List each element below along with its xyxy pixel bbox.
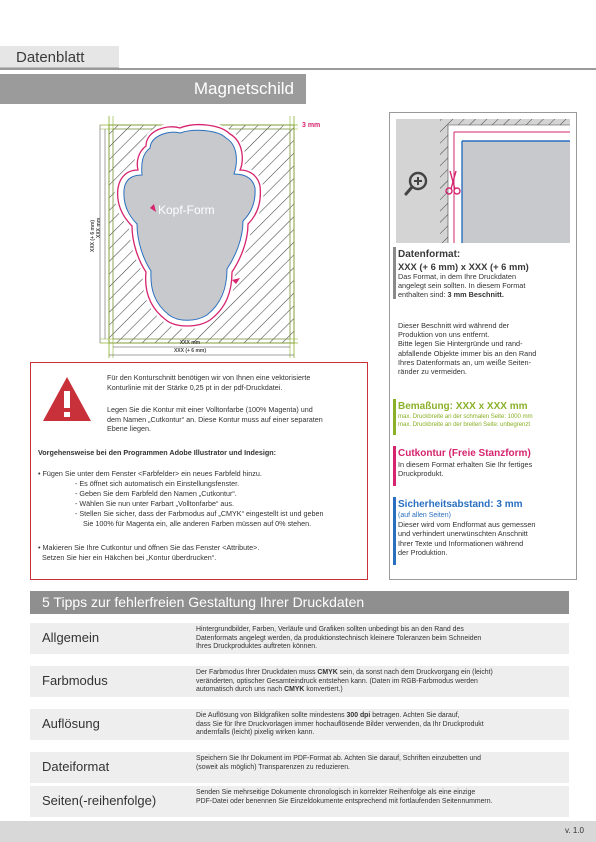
tip-res-line-1c: betragen. Achten Sie darauf, [370, 712, 460, 719]
step-2: - Es öffnet sich automatisch ein Einstellungsfenster. [75, 479, 240, 488]
cut-line-2: Produktion von uns entfernt. [398, 330, 490, 340]
product-diagram [80, 112, 380, 360]
tip-file-line-2: (soweit als möglich) Transparenzen zu reduzieren. [196, 763, 350, 771]
tip-color-line-3c: konvertiert.) [304, 686, 343, 694]
format-info [398, 249, 570, 300]
height-outer-label: XXX (+ 6 mm) [90, 219, 96, 252]
tip-row-general [30, 623, 569, 654]
contour-title: Cutkontur (Freie Stanzform) [398, 448, 531, 459]
tip-color-line-1b: CMYK [317, 669, 338, 676]
contour-line-2: Druckprodukt. [398, 469, 444, 479]
format-desc-bold: 3 mm Beschnitt. [447, 290, 504, 300]
footer-bar [0, 821, 596, 842]
contour-info [398, 448, 570, 478]
dimension-line-1: max. Druckbreite an der schmalen Seite: 1000 mm [398, 413, 533, 420]
procedure-heading: Vorgehensweise bei den Programmen Adobe Illustrator und Indesign: [38, 448, 277, 457]
cut-line-1: Dieser Beschnitt wird während der [398, 321, 510, 330]
tip-color-line-1c: sein, da sonst nach dem Druckvorgang ein (leicht) [337, 669, 493, 676]
tip-res-line-2: dass Sie für Ihre Druckvorlagen immer hochauflösende Bilder verwenden, da Ihr Druckprodukt [196, 720, 484, 728]
tip-res-line-3: andernfalls (leicht) pixelig wirken kann. [196, 729, 315, 737]
tip-label-general: Allgemein [42, 630, 100, 645]
diagram-svg [80, 112, 380, 360]
tip-color-line-1a: Der Farbmodus Ihrer Druckdaten muss [196, 669, 318, 676]
safety-info [398, 499, 570, 557]
step-5: - Stellen Sie sicher, dass der Farbmodus auf „CMYK“ eingestellt ist und geben [75, 509, 324, 518]
tip-row-color-mode [30, 666, 569, 697]
format-desc-3-text: enthalten sind: [398, 290, 448, 300]
p1-line-1: Für den Konturschnitt benötigen wir von Ihnen eine vektorisierte [107, 373, 311, 382]
tip-text-file-format [196, 755, 564, 772]
tip-row-page-order [30, 786, 569, 817]
tip-general-line-2: Datenformats angelegt werden, da produktionstechnisch kleinere Toleranzen beim Schneiden [196, 634, 482, 642]
width-inner-label: XXX mm [179, 340, 201, 346]
page-title: Magnetschild [193, 79, 294, 98]
safety-line-2: und verhindert unerwünschten Anschnitt [398, 529, 528, 539]
step-1: • Fügen Sie unter dem Fenster <Farbfelder> ein neues Farbfeld hinzu. [38, 469, 262, 478]
title-bar [0, 74, 306, 104]
warning-icon [41, 375, 93, 423]
format-desc-1: Das Format, in dem Ihre Druckdaten [398, 272, 517, 281]
tip-color-line-3 [196, 686, 564, 695]
safety-sub: (auf allen Seiten) [398, 512, 451, 519]
p2-line-3: Ebene liegen. [107, 424, 151, 434]
tip-res-line-1b: 300 dpi [346, 712, 371, 719]
step-4: - Wählen Sie nun unter Farbart „Volltonfarbe“ aus. [75, 499, 235, 508]
safety-marker-bar [393, 497, 396, 565]
tips-header [30, 591, 569, 614]
tip-color-line-1 [196, 669, 564, 678]
p2-line-2: dem Namen „Cutkontur“ an. Diese Kontur muss auf einer separaten [107, 414, 323, 424]
magnifier-icon [406, 173, 426, 194]
tip-text-color-mode [196, 669, 564, 695]
tip-general-line-3: Ihres Druckproduktes auftreten können. [196, 643, 318, 651]
zoom-detail [396, 119, 570, 243]
p2-line-1: Legen Sie die Kontur mit einer Volltonfarbe (100% Magenta) und [107, 405, 313, 414]
format-desc-3 [398, 290, 570, 299]
cut-line-5: Ihres Datenformats an, um weiße Seiten- [398, 357, 532, 367]
step-3: - Geben Sie dem Farbfeld den Namen „Cutkontur“. [75, 489, 237, 498]
contour-marker-bar [393, 446, 396, 486]
cut-line-3: Bitte legen Sie Hintergründe und rand- [398, 339, 523, 349]
cut-line-6: ränder zu vermeiden. [398, 367, 467, 377]
format-size: XXX (+ 6 mm) x XXX (+ 6 mm) [398, 261, 529, 272]
tip-res-line-1a: Die Auflösung von Bildgrafiken sollte mindestens [196, 712, 347, 719]
safety-line-3: Ihrer Texte und Informationen während [398, 538, 524, 548]
width-outer-label: XXX (+ 6 mm) [173, 348, 207, 354]
step-6: Sie 100% für Magenta ein, alle anderen Farben müssen auf 0% stehen. [83, 519, 312, 528]
contour-instructions-box [30, 362, 368, 580]
safety-line-4: der Produktion. [398, 547, 448, 557]
format-info-panel [389, 112, 577, 580]
datasheet-tab [0, 46, 119, 68]
format-marker-bar [393, 247, 396, 299]
step-8: Setzen Sie hier ein Häkchen bei „Kontur überdrucken“. [42, 553, 217, 562]
tip-label-file-format: Dateiformat [42, 759, 110, 774]
tip-label-page-order: Seiten(-reihenfolge) [42, 793, 157, 808]
cut-line-4: abfallende Objekte immer bis an den Rand [398, 348, 537, 358]
tip-text-resolution [196, 712, 564, 738]
bleed-label: 3 mm [302, 122, 321, 129]
tip-text-general [196, 626, 564, 652]
step-7: • Makieren Sie Ihre Cutkontur und öffnen Sie das Fenster <Attribute>. [38, 543, 260, 552]
format-title: Datenformat: [398, 249, 461, 260]
tip-row-file-format [30, 752, 569, 783]
tip-color-line-3b: CMYK [284, 686, 305, 694]
tip-color-line-3a: automatisch durch uns nach [196, 686, 285, 694]
contour-paragraph-1 [107, 373, 310, 392]
datasheet-tab-label: Datenblatt [16, 49, 85, 66]
dimension-title: Bemaßung: XXX x XXX mm [398, 401, 528, 412]
tip-res-line-1 [196, 712, 564, 721]
tips-heading: 5 Tipps zur fehlerfreien Gestaltung Ihrer Druckdaten [42, 594, 365, 610]
tip-label-resolution: Auflösung [42, 716, 100, 731]
header-divider [0, 68, 596, 70]
safety-line-1: Dieser wird vom Endformat aus gemessen [398, 520, 536, 530]
contour-line-1: In diesem Format erhalten Sie Ihr fertiges [398, 460, 533, 469]
dimension-line-2: max. Druckbreite an der breiten Seite: unbegrenzt [398, 421, 530, 428]
tip-color-line-2: veränderten, optischer Gesamteindruck entstehen kann. (Daten im RGB-Farbmodus werden [196, 677, 478, 685]
tip-text-page-order [196, 789, 564, 806]
height-inner-label: XXX mm [96, 217, 102, 238]
dimension-info [398, 401, 570, 429]
contour-paragraph-2 [107, 405, 323, 434]
version-label: v. 1.0 [565, 826, 584, 835]
tip-general-line-1: Hintergrundbilder, Farben, Verläufe und Grafiken sollten unbedingt bis an den Rand des [196, 626, 464, 633]
tip-file-line-1: Speichern Sie Ihr Dokument im PDF-Format ab. Achten Sie darauf, Schriften einzubetten und [196, 755, 481, 762]
p1-line-2: Konturlinie mit der Stärke 0,25 pt in der pdf-Druckdatei. [107, 382, 283, 392]
shape-label: Kopf-Form [158, 203, 215, 217]
tip-page-line-2: PDF-Datei oder benennen Sie Einzeldokumente entsprechend mit fortlaufenden Seitennummern. [196, 797, 493, 805]
zoom-safety-fill [462, 141, 570, 243]
tip-page-line-1: Senden Sie mehrseitige Dokumente chronologisch in korrekter Reihenfolge als eine einzige [196, 789, 476, 796]
zoom-detail-svg [396, 119, 570, 243]
format-desc-2: angelegt sein sollten. In diesem Format [398, 281, 526, 291]
tip-row-resolution [30, 709, 569, 740]
dimension-marker-bar [393, 399, 396, 435]
tip-label-color-mode: Farbmodus [42, 673, 108, 688]
safety-title: Sicherheitsabstand: 3 mm [398, 499, 523, 510]
bleed-info [398, 321, 570, 376]
